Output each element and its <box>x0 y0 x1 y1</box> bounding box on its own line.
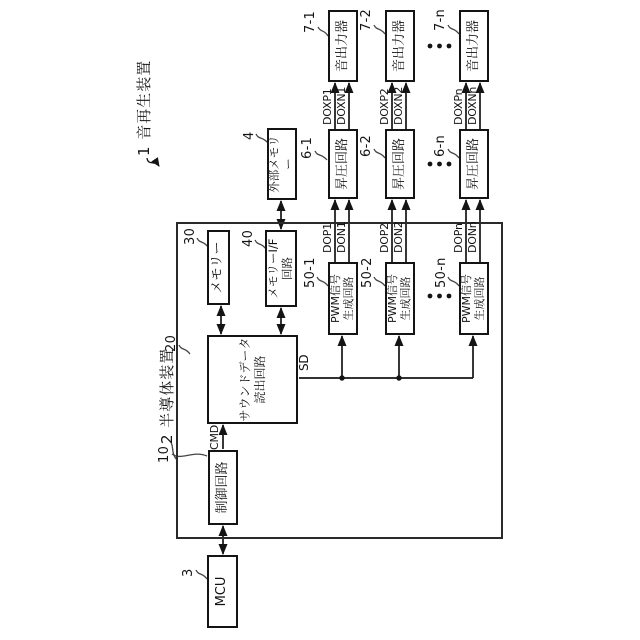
doxn1-label: DOXN1 <box>335 86 348 125</box>
leader-7-2 <box>374 25 385 34</box>
ref-7-2: 7-2 <box>359 8 374 31</box>
ref-20: 20 <box>164 334 179 352</box>
ref-50-2: 50-2 <box>360 257 375 288</box>
memory-if-line1: メモリーI/F <box>266 238 281 299</box>
chip-title-label: 2 半導体装置 <box>158 347 176 444</box>
sound-data-readout-block <box>207 335 298 424</box>
boost-circuit-block-2 <box>385 129 415 199</box>
memory-label: メモリー <box>210 241 226 294</box>
leader-3 <box>196 570 207 579</box>
doxp1-label: DOXP1 <box>321 88 334 125</box>
sound-output-label: 音出力器 <box>391 20 407 73</box>
sound-output-label: 音出力器 <box>334 20 350 73</box>
pwm-generator-block-1 <box>328 262 358 335</box>
memory-block <box>207 230 230 305</box>
ref-6-2: 6-2 <box>359 134 374 157</box>
leader-7-1 <box>318 27 328 36</box>
sound-data-readout-line2: 読出回路 <box>252 355 267 404</box>
memory-if-block <box>265 230 297 307</box>
cmd-signal-label: CMD <box>208 424 221 450</box>
ref-50-n: 50-n <box>434 257 449 288</box>
pwm-line1: PWM信号 <box>460 274 474 324</box>
boost-label: 昇圧回路 <box>391 138 407 191</box>
ref-6-1: 6-1 <box>300 136 315 159</box>
leader-6-2 <box>374 149 385 158</box>
memory-if-line2: 回路 <box>280 257 294 280</box>
ref-10: 10 <box>157 445 172 463</box>
dop2-label: DOP2 <box>378 223 391 253</box>
ref-40: 40 <box>241 229 256 247</box>
doxpn-label: DOXPn <box>452 88 465 125</box>
pwm-line1: PWM信号 <box>386 274 400 324</box>
ref-4: 4 <box>242 131 257 140</box>
don2-label: DON2 <box>392 221 405 253</box>
sd-signal-label: SD <box>297 354 311 371</box>
boost-circuit-block-n <box>459 129 489 199</box>
control-circuit-block <box>208 450 238 525</box>
external-memory-label: 外部メモリー <box>267 135 295 193</box>
pwm-line2: 生成回路 <box>342 276 355 321</box>
system-title-label: 1 音再生装置 <box>135 59 153 156</box>
leader-system <box>147 158 159 166</box>
sound-output-block-1 <box>328 10 358 82</box>
external-memory-block <box>267 128 297 200</box>
dop1-label: DOP1 <box>321 223 334 253</box>
boost-label: 昇圧回路 <box>465 138 481 191</box>
leader-6-1 <box>315 151 327 160</box>
doxn2-label: DOXN2 <box>392 86 405 125</box>
pwm-generator-block-2 <box>385 262 415 335</box>
ref-30: 30 <box>183 227 198 245</box>
dopn-label: DOPn <box>452 223 465 253</box>
ref-3: 3 <box>181 568 196 577</box>
leader-6-n <box>448 149 459 158</box>
boost-circuit-block-1 <box>328 129 358 199</box>
sound-output-label: 音出力器 <box>465 20 481 73</box>
ref-50-1: 50-1 <box>303 257 318 288</box>
doxp2-label: DOXP2 <box>378 88 391 125</box>
pwm-generator-block-n <box>459 262 489 335</box>
pwm-line2: 生成回路 <box>473 276 486 321</box>
ref-7-1: 7-1 <box>303 10 318 33</box>
control-circuit-label: 制御回路 <box>214 461 230 514</box>
mcu-block <box>207 555 238 628</box>
sound-data-readout-line1: サウンドデータ <box>237 337 252 422</box>
leader-7-n <box>448 25 459 34</box>
donn-label: DONn <box>466 221 479 253</box>
pwm-line1: PWM信号 <box>329 274 343 324</box>
ref-6-n: 6-n <box>433 134 448 157</box>
ref-7-n: 7-n <box>433 8 448 31</box>
mcu-label: MCU <box>214 576 230 607</box>
boost-label: 昇圧回路 <box>334 138 350 191</box>
don1-label: DON1 <box>335 221 348 253</box>
sound-output-block-2 <box>385 10 415 82</box>
pwm-line2: 生成回路 <box>399 276 412 321</box>
doxnn-label: DOXNn <box>466 86 479 125</box>
sound-output-block-n <box>459 10 489 82</box>
